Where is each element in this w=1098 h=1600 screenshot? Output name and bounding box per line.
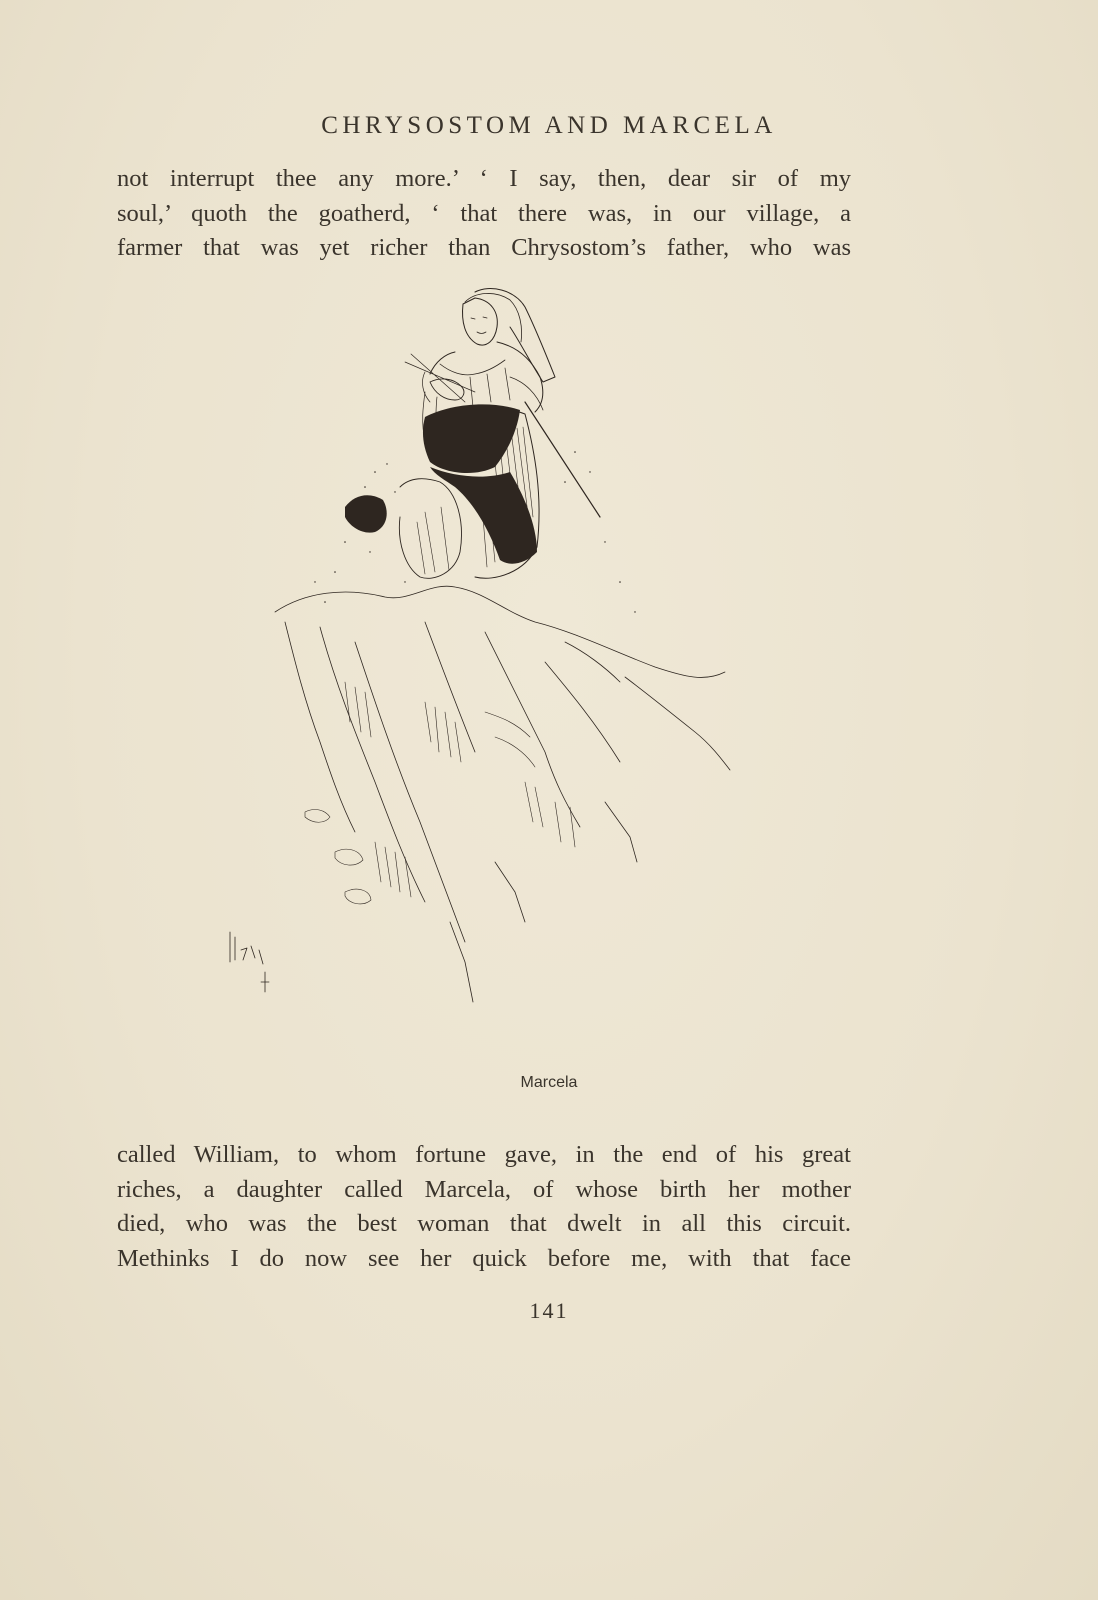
text-line: soul,’ quoth the goatherd, ‘ that there was, in our village, a xyxy=(117,199,851,227)
text-block-top xyxy=(117,162,851,266)
text-line: Methinks I do now see her quick before me, with that face xyxy=(117,1244,851,1272)
running-head: CHRYSOSTOM AND MARCELA xyxy=(321,112,777,139)
illustration-caption: Marcela xyxy=(520,1074,578,1091)
text-line: riches, a daughter called Marcela, of whose birth her mother xyxy=(117,1175,851,1203)
text-block-bottom xyxy=(117,1138,851,1276)
text-line: called William, to whom fortune gave, in the end of his great xyxy=(117,1141,851,1168)
page-number: 141 xyxy=(529,1298,569,1323)
text-line: not interrupt thee any more.’ ‘ I say, then, dear sir of my xyxy=(117,165,851,192)
marcela-engraving xyxy=(225,282,745,1042)
text-line: died, who was the best woman that dwelt in all this circuit. xyxy=(117,1210,851,1237)
text-line: farmer that was yet richer than Chrysostom’s father, who was xyxy=(117,234,851,261)
